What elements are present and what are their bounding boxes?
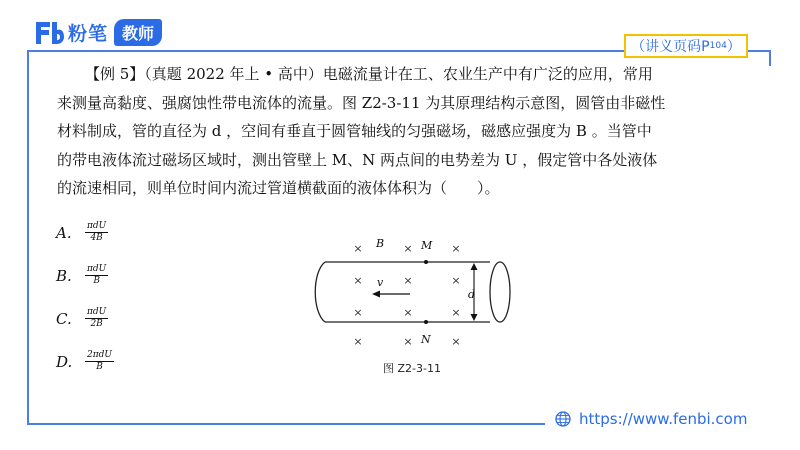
globe-icon [555, 411, 571, 427]
point-m-dot [424, 260, 428, 264]
velocity-arrow [372, 291, 410, 298]
option-letter: C. [56, 309, 72, 328]
field-cross: × [403, 242, 413, 255]
question-text [57, 60, 769, 203]
fraction-denominator: B [93, 276, 100, 286]
diameter-label: d [468, 288, 476, 301]
fraction-numerator: πdU [87, 307, 107, 317]
option-fraction [85, 307, 108, 330]
pipe-right-end [490, 262, 510, 322]
field-cross: × [353, 335, 363, 348]
option-fraction [85, 221, 108, 244]
question-line: 【例 5】（真题 2022 年上 • 高中）电磁流量计在工、农业生产中有广泛的应用，常用 [85, 65, 653, 83]
option-b[interactable] [56, 264, 108, 287]
frame-right-border [769, 50, 771, 66]
question-line: 的带电液体流过磁场区域时，测出管壁上 M、N 两点间的电势差为 U ，假定管中各处液体 [57, 150, 658, 169]
option-letter: D. [56, 352, 73, 371]
field-cross: × [451, 306, 461, 319]
field-cross: × [451, 274, 461, 287]
frame-left-border [27, 50, 29, 424]
fraction-numerator: πdU [87, 264, 107, 274]
page-ref-prefix: （讲义页码P [631, 39, 710, 55]
question-line: 材料制成，管的直径为 d ，空间有垂直于圆管轴线的匀强磁场，磁感应强度为 B 。当管中 [57, 122, 652, 141]
fraction-denominator: B [96, 362, 103, 372]
field-cross: × [451, 335, 461, 348]
field-cross: × [353, 274, 363, 287]
field-cross: × [451, 242, 461, 255]
field-label: B [376, 237, 385, 250]
page-ref-number: 104 [709, 41, 727, 51]
brand-name: 粉笔 [68, 22, 109, 45]
brand-badge: 教师 [114, 19, 162, 46]
fraction-denominator: 4B [90, 233, 103, 243]
fraction-denominator: 2B [90, 319, 103, 329]
point-m-label: M [421, 239, 433, 252]
question-line: 的流速相同，则单位时间内流过管道横截面的液体体积为（ ）。 [57, 179, 500, 198]
page-ref-suffix: ） [726, 39, 741, 55]
option-a[interactable] [56, 221, 108, 244]
option-c[interactable] [56, 307, 108, 330]
fraction-numerator: 2πdU [87, 350, 112, 360]
url-text: https://www.fenbi.com [579, 410, 748, 428]
footer-url[interactable] [555, 410, 747, 428]
velocity-label: v [377, 276, 384, 289]
field-cross: × [353, 242, 363, 255]
field-cross: × [403, 306, 413, 319]
option-fraction [85, 350, 114, 373]
option-fraction [85, 264, 108, 287]
fenbi-logo-icon [34, 18, 64, 46]
frame-bottom-border [27, 423, 545, 425]
page-reference-box [624, 34, 748, 58]
fraction-numerator: πdU [87, 221, 107, 231]
field-cross: × [403, 274, 413, 287]
pipe-left-end [315, 262, 325, 322]
option-letter: B. [56, 266, 72, 285]
point-n-label: N [421, 333, 431, 346]
question-line: 来测量高黏度、强腐蚀性带电流体的流量。图 Z2-3-11 为其原理结构示意图，圆管由非磁性 [57, 93, 666, 112]
fenbi-logo [34, 18, 162, 46]
field-cross: × [403, 335, 413, 348]
point-n-dot [424, 320, 428, 324]
option-d[interactable] [56, 350, 114, 373]
field-cross: × [353, 306, 363, 319]
option-letter: A. [56, 223, 72, 242]
figure-caption: 图 Z2-3-11 [383, 362, 441, 375]
